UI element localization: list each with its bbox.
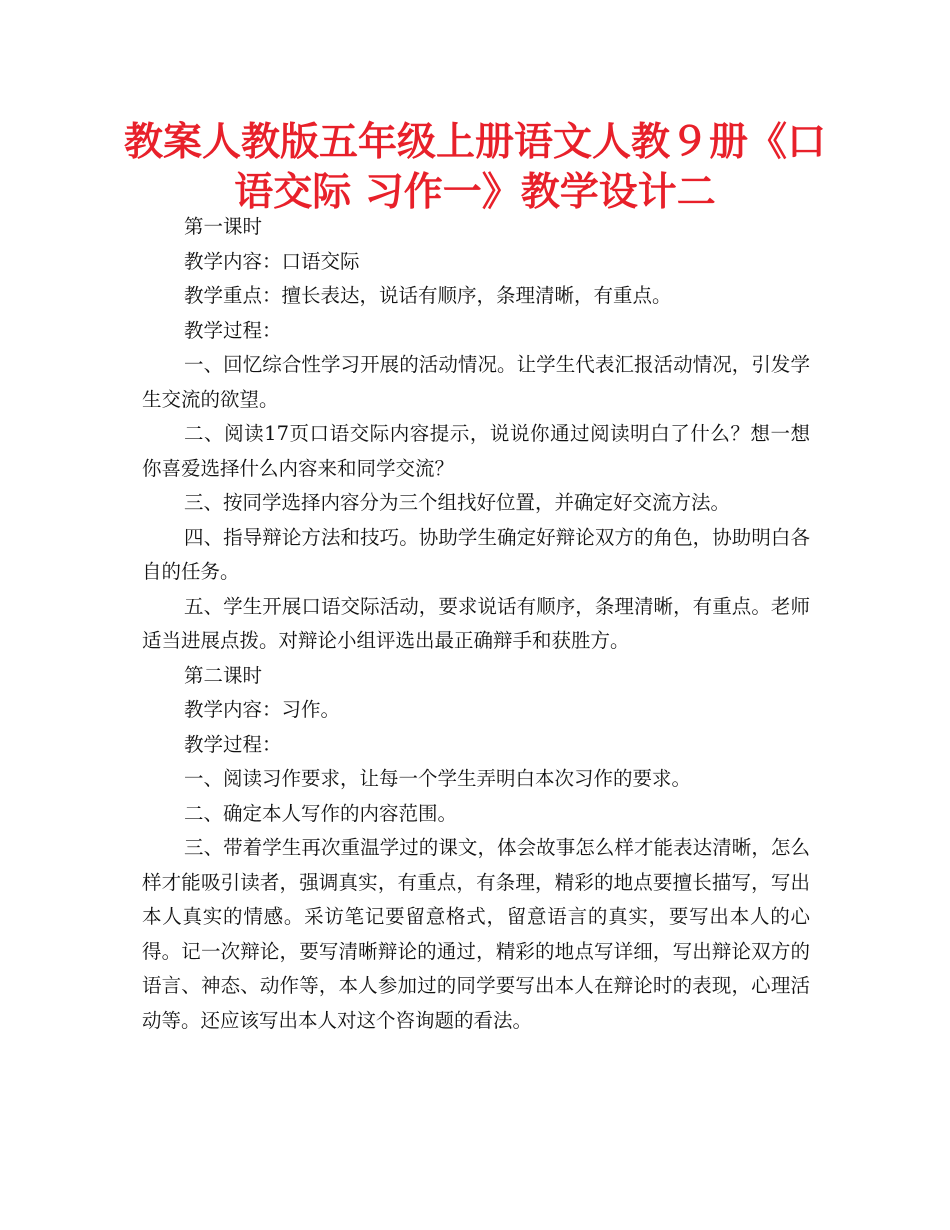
lesson-one-step-5: 五、学生开展口语交际活动，要求说话有顺序，条理清晰，有重点。老师适当进展点拨。对辩论小组评选出最正确辩手和获胜方。 bbox=[142, 594, 810, 652]
heading-lesson-one: 第一课时 bbox=[184, 215, 263, 238]
lesson-one-focus: 教学重点：擅长表达，说话有顺序，条理清晰，有重点。 bbox=[184, 284, 672, 307]
lesson-two-content: 教学内容：习作。 bbox=[184, 698, 341, 721]
lesson-two-step-2: 二、确定本人写作的内容范围。 bbox=[184, 801, 458, 825]
lesson-two-step-1: 一、阅读习作要求，让每一个学生弄明白本次习作的要求。 bbox=[184, 767, 692, 790]
lesson-one-step-2: 二、阅读17页口语交际内容提示，说说你通过阅读明白了什么？想一想你喜爱选择什么内容来和同学交流？ bbox=[142, 422, 810, 480]
lesson-one-step-3: 三、按同学选择内容分为三个组找好位置，并确定好交流方法。 bbox=[184, 491, 731, 514]
heading-lesson-two: 第二课时 bbox=[184, 663, 263, 687]
lesson-two-step-3: 三、带着学生再次重温学过的课文，体会故事怎么样才能表达清晰，怎么样才能吸引读者，强调真实，有重点，有条理，精彩的地点要擅长描写，写出本人真实的情感。采访笔记要留意格式，留意语言的真实，要写出本人的心得。记一次辩论，要写清晰辩论的通过，精彩的地点写详细，写出辩论双方的语言、神态、动作等，本人参加过的同学要写出本人在辩论时的表现，心理活动等。还应该写出本人对这个咨询题的看法。 bbox=[142, 836, 810, 1032]
lesson-one-step-1: 一、回忆综合性学习开展的活动情况。让学生代表汇报活动情况，引发学生交流的欲望。 bbox=[142, 353, 810, 411]
lesson-one-process-label: 教学过程： bbox=[184, 318, 282, 342]
lesson-one-content: 教学内容：口语交际 bbox=[184, 249, 360, 273]
document-title: 教案人教版五年级上册语文人教９册《口语交际 习作一》教学设计二 bbox=[123, 120, 826, 215]
document-body bbox=[142, 210, 810, 1038]
lesson-one-step-4: 四、指导辩论方法和技巧。协助学生确定好辩论双方的角色，协助明白各自的任务。 bbox=[142, 525, 810, 583]
lesson-two-process-label: 教学过程： bbox=[184, 732, 282, 756]
